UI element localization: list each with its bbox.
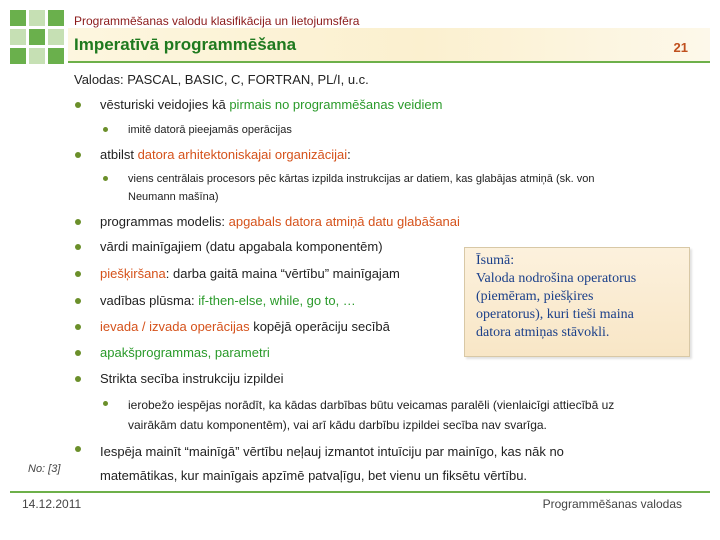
logo-square: [10, 29, 26, 45]
list-item: [100, 96, 442, 114]
footer-rule: [10, 491, 710, 493]
callout-line: Valoda nodrošina operatorus: [476, 271, 637, 286]
bullet-icon: [75, 376, 81, 382]
source-note: No: [3]: [28, 463, 61, 475]
list-item: [100, 265, 400, 283]
item-text: vārdi mainīgajiem (datu apgabala komponentēm): [100, 239, 383, 254]
slide-supertitle: Programmēšanas valodu klasifikācija un lietojumsfēra: [74, 14, 360, 28]
bullet-icon: [75, 324, 81, 330]
item-highlight: ievada / izvada operācijas: [100, 319, 250, 334]
item-highlight: apakšprogrammas, parametri: [100, 345, 270, 360]
logo-square: [29, 48, 45, 64]
list-item: [100, 318, 390, 336]
summary-callout-text: [476, 252, 686, 342]
item-text: Strikta secība instrukciju izpildei: [100, 371, 284, 386]
item-text: :: [347, 147, 351, 162]
list-item: [100, 213, 460, 231]
item-highlight: if-then-else, while, go to, …: [198, 293, 356, 308]
item-text: vēsturiski veidojies kā: [100, 97, 230, 112]
logo-square: [48, 48, 64, 64]
list-item: [128, 170, 688, 206]
list-item: [100, 370, 284, 388]
bullet-icon: [103, 176, 108, 181]
footer-course: Programmēšanas valodas: [542, 497, 682, 511]
logo-squares: [10, 10, 64, 64]
languages-line: [74, 72, 369, 87]
header-rule: [68, 61, 710, 63]
list-item: [100, 292, 356, 310]
logo-square: [48, 10, 64, 26]
slide-number: 21: [673, 40, 688, 55]
list-item: [100, 440, 690, 488]
list-item: [100, 344, 270, 362]
logo-square: [48, 29, 64, 45]
item-highlight: apgabals datora atmiņā datu glabāšanai: [228, 214, 460, 229]
slide-title: Imperatīvā programmēšana: [74, 35, 297, 54]
item-text: atbilst: [100, 147, 138, 162]
callout-line: operatorus), kuri tieši maina: [476, 307, 634, 322]
bullet-icon: [75, 102, 81, 108]
list-item: [100, 146, 351, 164]
bullet-icon: [75, 219, 81, 225]
list-item: [128, 121, 292, 139]
list-item: [100, 238, 383, 256]
callout-line: datora atmiņas stāvokli.: [476, 325, 610, 340]
bullet-icon: [75, 298, 81, 304]
bullet-icon: [103, 127, 108, 132]
item-text: vadības plūsma:: [100, 293, 199, 308]
item-text-line: matemātikas, kur mainīgais apzīmē patvaļīgu, bet vienu un fiksētu vērtību.: [100, 468, 528, 483]
item-highlight: pirmais no programmēšanas veidiem: [229, 97, 443, 112]
bullet-icon: [75, 350, 81, 356]
bullet-icon: [75, 446, 81, 452]
item-text-line: ierobežo iespējas norādīt, ka kādas darbības būtu veicamas paralēli (vienlaicīgi attiecībā uz: [128, 398, 615, 412]
callout-line: (piemēram, piešķires: [476, 289, 594, 304]
item-text-line: vairākām datu komponentēm), vai arī kādu darbību izpildei secība nav svarīga.: [128, 418, 547, 432]
logo-square: [10, 48, 26, 64]
languages-list: PASCAL, BASIC, C, FORTRAN, PL/I, u.c.: [127, 72, 369, 87]
item-text: imitē datorā pieejamās operācijas: [128, 124, 292, 136]
languages-prefix: Valodas:: [74, 72, 128, 87]
bullet-icon: [75, 271, 81, 277]
item-highlight: piešķiršana: [100, 266, 166, 281]
callout-title: Īsumā:: [476, 253, 515, 268]
item-text: kopējā operāciju secībā: [249, 319, 390, 334]
logo-square: [29, 29, 45, 45]
bullet-icon: [103, 401, 108, 406]
bullet-icon: [75, 244, 81, 250]
item-text-line: Iespēja mainīt “mainīgā” vērtību neļauj izmantot intuīciju par mainīgo, kas nāk no: [100, 444, 564, 459]
item-highlight: datora arhitektoniskajai organizācijai: [137, 147, 348, 162]
item-text-line: viens centrālais procesors pēc kārtas izpilda instrukcijas ar datiem, kas glabājas atmiņā (sk. von: [128, 173, 595, 185]
footer-date: 14.12.2011: [22, 497, 82, 511]
item-text: programmas modelis:: [100, 214, 229, 229]
bullet-icon: [75, 152, 81, 158]
logo-square: [10, 10, 26, 26]
item-text: : darba gaitā maina “vērtību” mainīgajam: [165, 266, 400, 281]
list-item: [128, 395, 688, 435]
item-text-line: Neumann mašīna): [128, 191, 219, 203]
logo-square: [29, 10, 45, 26]
